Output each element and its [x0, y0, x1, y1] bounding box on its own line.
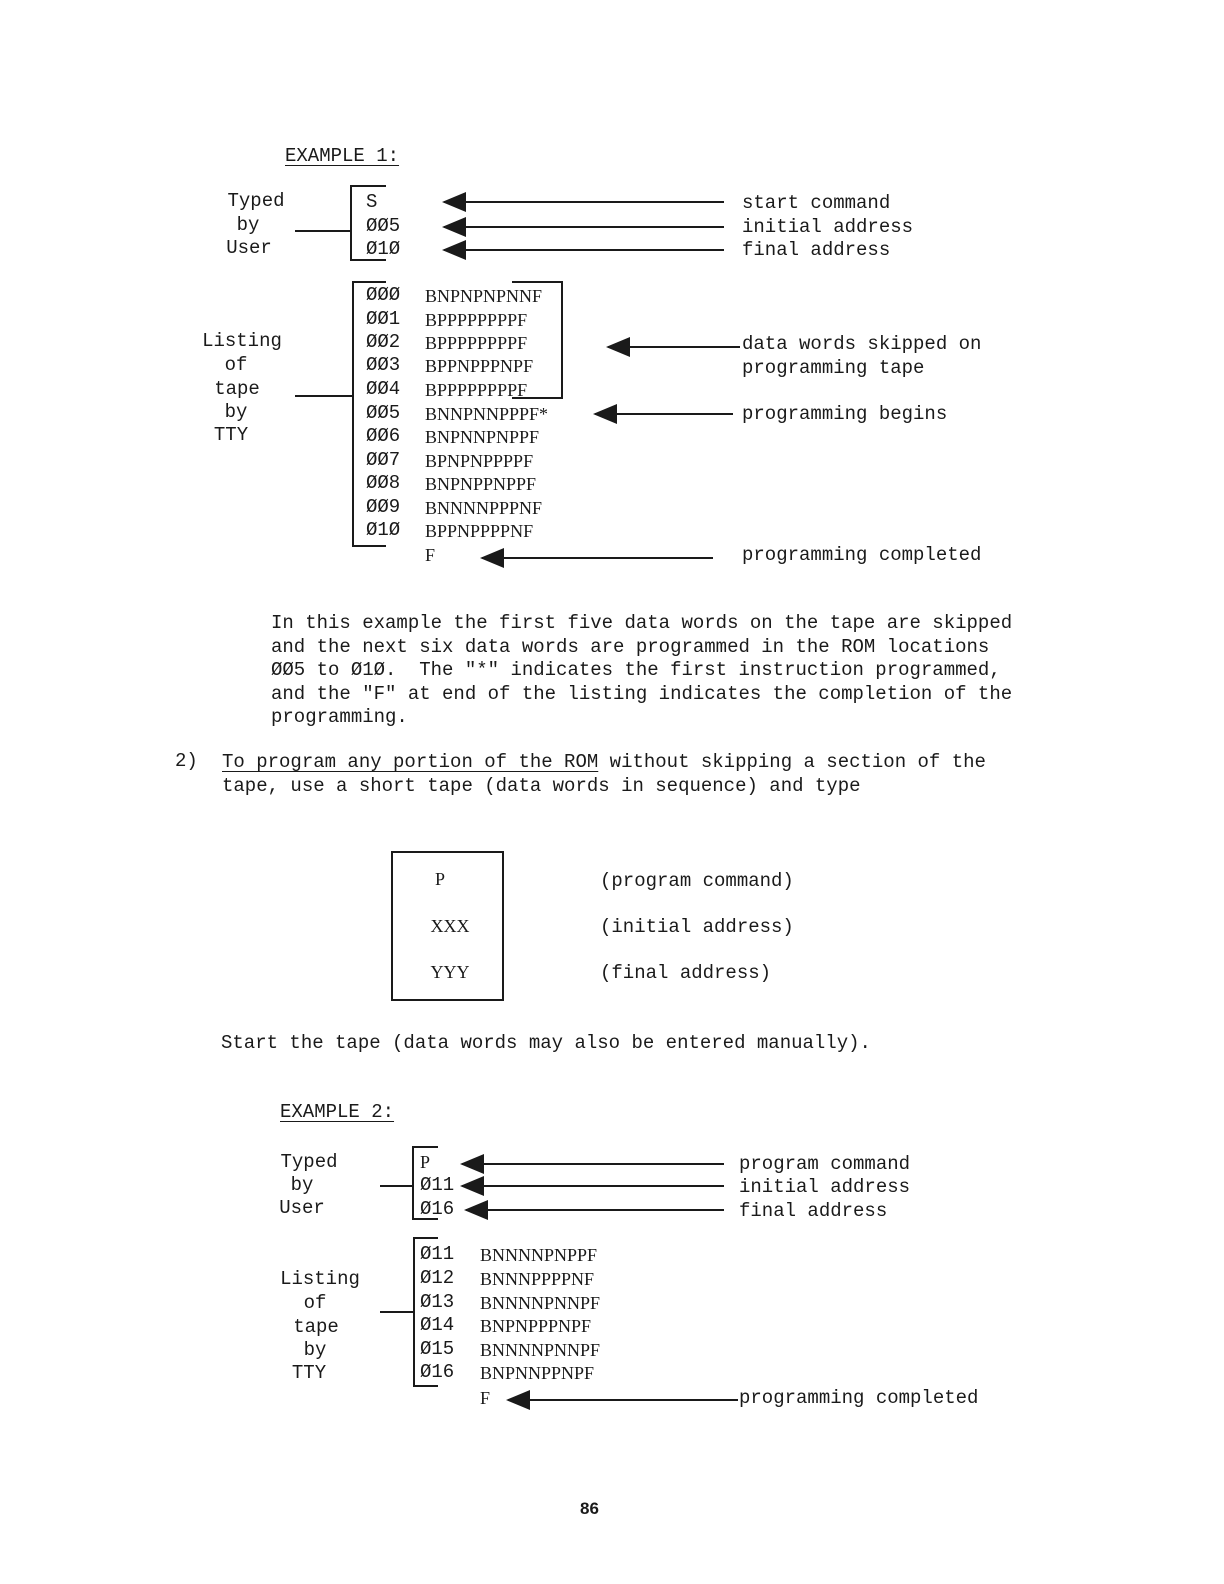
- listing-address: Ø13: [420, 1291, 455, 1313]
- command-note: (program command): [600, 870, 794, 892]
- item-number: 2): [175, 750, 198, 772]
- listing-word: BPPNPPPNPF: [425, 356, 534, 376]
- ex1-typed-entry: S: [366, 191, 378, 213]
- listing-address: Ø1Ø: [366, 519, 401, 541]
- ex2-listing-label: TTY: [291, 1362, 327, 1384]
- paragraph-line: In this example the first five data words on the tape are skipped: [271, 612, 1013, 634]
- listing-word: BNNNNPNNPF: [480, 1293, 601, 1313]
- ex2-typed-entry: P: [420, 1152, 431, 1172]
- page-number: 86: [580, 1499, 599, 1518]
- ex1-listing-label: tape: [214, 378, 260, 400]
- paragraph-line: ØØ5 to Ø1Ø. The "*" indicates the first instruction programmed,: [271, 659, 1001, 681]
- listing-address: ØØ3: [366, 354, 401, 376]
- listing-word: BNPNNPPNPF: [480, 1363, 595, 1383]
- listing-address: ØØ6: [366, 425, 401, 447]
- listing-word: BNNNNPPPNF: [425, 498, 543, 518]
- listing-word: BPPNPPPPNF: [425, 521, 534, 541]
- listing-address: ØØ9: [366, 496, 401, 518]
- listing-word: BPPPPPPPPF: [425, 333, 528, 353]
- item2-line1-rest: without skipping a section of the: [598, 751, 986, 773]
- ex2-typed-label: Typed: [280, 1151, 338, 1173]
- listing-address: ØØ1: [366, 308, 401, 330]
- paragraph-line: programming.: [271, 706, 408, 728]
- ex2-typed-label: by: [290, 1174, 314, 1196]
- listing-word: BNPNPPNPPF: [425, 474, 537, 494]
- ex2-note-program-command: program command: [739, 1153, 911, 1175]
- ex2-listing-label: by: [303, 1339, 327, 1361]
- ex1-begins-note: programming begins: [742, 403, 948, 425]
- item2-line1: [222, 753, 986, 772]
- command-box-entry: P: [434, 869, 445, 889]
- listing-address: ØØØ: [366, 284, 401, 306]
- ex1-final-entry: F: [425, 545, 436, 565]
- listing-word: BPPPPPPPPF: [425, 310, 528, 330]
- listing-address: ØØ4: [366, 378, 401, 400]
- listing-address: ØØ7: [366, 449, 401, 471]
- ex1-skipped-note: programming tape: [742, 357, 925, 379]
- ex1-typed-entry: Ø1Ø: [366, 238, 401, 260]
- listing-word: BPNPNPPPPF: [425, 451, 534, 471]
- listing-word: BNPNPPPNPF: [480, 1316, 592, 1336]
- listing-address: ØØ2: [366, 331, 401, 353]
- listing-word: BNPNNPNPPF: [425, 427, 540, 447]
- ex1-typed-entry: ØØ5: [366, 215, 401, 237]
- ex2-completed-note: programming completed: [739, 1387, 979, 1409]
- command-note: (final address): [600, 962, 772, 984]
- listing-word: BNPNPNPNNF: [425, 286, 543, 306]
- listing-word: BNNNNPNNPF: [480, 1340, 601, 1360]
- listing-address: ØØ5: [366, 402, 401, 424]
- ex1-note-start-command: start command: [742, 192, 891, 214]
- ex2-listing-label: Listing: [280, 1268, 360, 1290]
- example2-title: EXAMPLE 2:: [280, 1101, 395, 1123]
- listing-address: Ø15: [420, 1338, 455, 1360]
- listing-word: BNNPNNPPPF*: [425, 404, 549, 424]
- listing-address: Ø16: [420, 1361, 455, 1383]
- ex1-typed-label-typed: Typed: [227, 190, 285, 212]
- listing-address: Ø11: [420, 1243, 455, 1265]
- start-tape-text: Start the tape (data words may also be entered manually).: [221, 1032, 871, 1054]
- ex1-note-final-address: final address: [742, 239, 891, 261]
- ex1-completed-note: programming completed: [742, 544, 982, 566]
- command-note: (initial address): [600, 916, 794, 938]
- ex2-typed-label: User: [279, 1197, 325, 1219]
- item2-line2: tape, use a short tape (data words in sequence) and type: [222, 775, 861, 797]
- listing-word: BNNNPPPPNF: [480, 1269, 595, 1289]
- paragraph-line: and the "F" at end of the listing indicates the completion of the: [271, 682, 1013, 705]
- ex1-listing-label: Listing: [202, 330, 282, 352]
- ex1-typed-label-by: by: [236, 214, 260, 236]
- ex2-listing-label: of: [303, 1292, 327, 1314]
- listing-address: Ø14: [420, 1314, 455, 1336]
- ex1-skipped-note: data words skipped on: [742, 333, 982, 355]
- ex2-typed-entry: Ø11: [420, 1174, 455, 1196]
- ex2-note-final-address: final address: [739, 1200, 888, 1222]
- ex2-listing-label: tape: [293, 1316, 339, 1338]
- ex2-note-initial-address: initial address: [739, 1176, 911, 1198]
- ex1-listing-label: TTY: [213, 424, 249, 446]
- ex1-listing-label: by: [224, 401, 248, 423]
- listing-address: Ø12: [420, 1267, 455, 1289]
- command-box-entry: XXX: [430, 916, 470, 936]
- ex1-note-initial-address: initial address: [742, 216, 914, 238]
- paragraph-line: and the next six data words are programmed in the ROM locations: [271, 635, 990, 658]
- example1-title: EXAMPLE 1:: [285, 145, 400, 167]
- listing-word: BNNNNPNPPF: [480, 1245, 598, 1265]
- command-box-entry: YYY: [430, 962, 470, 982]
- ex1-typed-label-user: User: [226, 237, 272, 259]
- listing-address: ØØ8: [366, 472, 401, 494]
- listing-word: BPPPPPPPPF: [425, 380, 528, 400]
- paragraph-explanation: [271, 612, 1012, 730]
- ex2-typed-entry: Ø16: [420, 1198, 455, 1220]
- item2-underlined-text: To program any portion of the ROM: [222, 751, 599, 773]
- ex2-final-entry: F: [480, 1388, 491, 1408]
- ex1-listing-label: of: [224, 354, 248, 376]
